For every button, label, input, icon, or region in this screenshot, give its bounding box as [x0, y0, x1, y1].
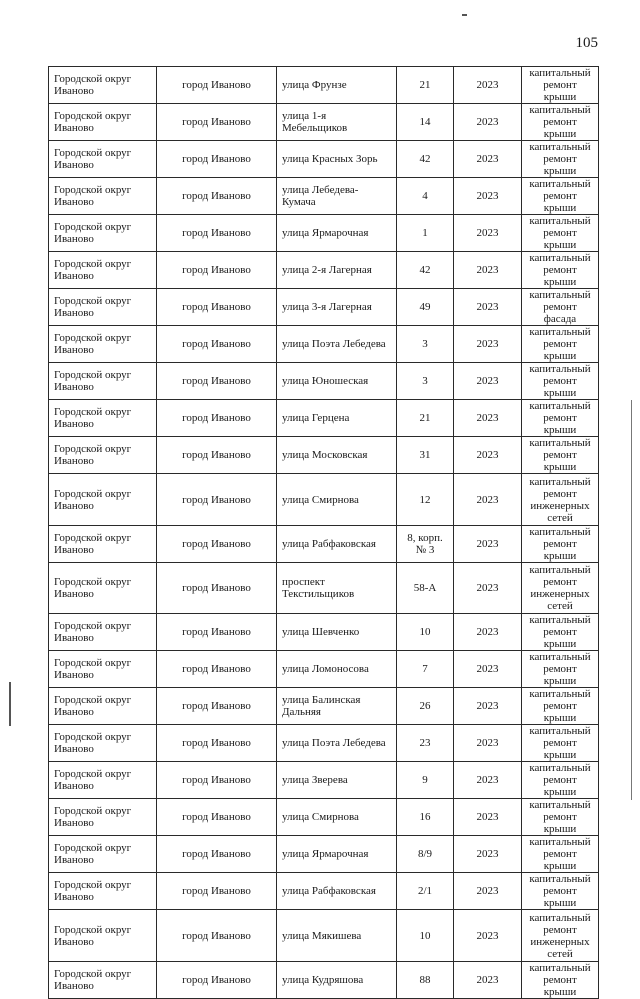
municipality-cell: Городской округ Иваново [49, 104, 157, 141]
year-cell: 2023 [454, 474, 522, 526]
year-cell: 2023 [454, 563, 522, 614]
year-cell: 2023 [454, 725, 522, 762]
municipality-cell: Городской округ Иваново [49, 437, 157, 474]
city-cell: город Иваново [157, 688, 277, 725]
year-cell: 2023 [454, 688, 522, 725]
municipality-cell: Городской округ Иваново [49, 289, 157, 326]
work-type-cell: капитальный ремонт крыши [522, 363, 599, 400]
year-cell: 2023 [454, 526, 522, 563]
work-type-cell: капитальный ремонт инженерных сетей [522, 474, 599, 526]
municipality-cell: Городской округ Иваново [49, 252, 157, 289]
house-cell: 9 [397, 762, 454, 799]
year-cell: 2023 [454, 910, 522, 962]
city-cell: город Иваново [157, 178, 277, 215]
street-cell: улица Красных Зорь [277, 141, 397, 178]
table-row [49, 474, 599, 526]
year-cell: 2023 [454, 326, 522, 363]
city-cell: город Иваново [157, 289, 277, 326]
table-row [49, 688, 599, 725]
year-cell: 2023 [454, 178, 522, 215]
table-row [49, 104, 599, 141]
table-row [49, 762, 599, 799]
table-row [49, 651, 599, 688]
year-cell: 2023 [454, 363, 522, 400]
house-cell: 16 [397, 799, 454, 836]
street-cell: улица Смирнова [277, 799, 397, 836]
year-cell: 2023 [454, 437, 522, 474]
table-row [49, 67, 599, 104]
municipality-cell: Городской округ Иваново [49, 910, 157, 962]
house-cell: 23 [397, 725, 454, 762]
city-cell: город Иваново [157, 873, 277, 910]
city-cell: город Иваново [157, 437, 277, 474]
work-type-cell: капитальный ремонт крыши [522, 104, 599, 141]
table-row [49, 910, 599, 962]
street-cell: улица Смирнова [277, 474, 397, 526]
table-body [49, 67, 599, 999]
work-type-cell: капитальный ремонт крыши [522, 215, 599, 252]
street-cell: улица Балинская Дальняя [277, 688, 397, 725]
scan-margin-line-right [631, 400, 632, 800]
city-cell: город Иваново [157, 614, 277, 651]
city-cell: город Иваново [157, 725, 277, 762]
street-cell: улица Фрунзе [277, 67, 397, 104]
house-cell: 4 [397, 178, 454, 215]
street-cell: улица Поэта Лебедева [277, 326, 397, 363]
year-cell: 2023 [454, 141, 522, 178]
work-type-cell: капитальный ремонт крыши [522, 614, 599, 651]
work-type-cell: капитальный ремонт крыши [522, 141, 599, 178]
municipality-cell: Городской округ Иваново [49, 873, 157, 910]
work-type-cell: капитальный ремонт крыши [522, 178, 599, 215]
municipality-cell: Городской округ Иваново [49, 725, 157, 762]
municipality-cell: Городской округ Иваново [49, 799, 157, 836]
street-cell: улица Мякишева [277, 910, 397, 962]
work-type-cell: капитальный ремонт инженерных сетей [522, 910, 599, 962]
house-cell: 42 [397, 141, 454, 178]
table-row [49, 363, 599, 400]
work-type-cell: капитальный ремонт инженерных сетей [522, 563, 599, 614]
city-cell: город Иваново [157, 326, 277, 363]
municipality-cell: Городской округ Иваново [49, 614, 157, 651]
table-row [49, 215, 599, 252]
table-row [49, 526, 599, 563]
year-cell: 2023 [454, 614, 522, 651]
work-type-cell: капитальный ремонт крыши [522, 252, 599, 289]
street-cell: улица Поэта Лебедева [277, 725, 397, 762]
street-cell: улица Герцена [277, 400, 397, 437]
work-type-cell: капитальный ремонт крыши [522, 651, 599, 688]
table-row [49, 614, 599, 651]
work-type-cell: капитальный ремонт крыши [522, 762, 599, 799]
city-cell: город Иваново [157, 762, 277, 799]
street-cell: улица 1-я Мебельщиков [277, 104, 397, 141]
year-cell: 2023 [454, 289, 522, 326]
table-row [49, 141, 599, 178]
table-row [49, 563, 599, 614]
city-cell: город Иваново [157, 400, 277, 437]
work-type-cell: капитальный ремонт крыши [522, 326, 599, 363]
table-row [49, 252, 599, 289]
house-cell: 2/1 [397, 873, 454, 910]
work-type-cell: капитальный ремонт крыши [522, 873, 599, 910]
city-cell: город Иваново [157, 526, 277, 563]
house-cell: 1 [397, 215, 454, 252]
year-cell: 2023 [454, 962, 522, 999]
street-cell: улица Рабфаковская [277, 873, 397, 910]
city-cell: город Иваново [157, 799, 277, 836]
year-cell: 2023 [454, 215, 522, 252]
city-cell: город Иваново [157, 104, 277, 141]
table-row [49, 178, 599, 215]
city-cell: город Иваново [157, 215, 277, 252]
work-type-cell: капитальный ремонт крыши [522, 799, 599, 836]
year-cell: 2023 [454, 762, 522, 799]
work-type-cell: капитальный ремонт крыши [522, 962, 599, 999]
street-cell: улица Кудряшова [277, 962, 397, 999]
house-cell: 7 [397, 651, 454, 688]
table-row [49, 400, 599, 437]
municipality-cell: Городской округ Иваново [49, 141, 157, 178]
work-type-cell: капитальный ремонт крыши [522, 67, 599, 104]
municipality-cell: Городской округ Иваново [49, 688, 157, 725]
city-cell: город Иваново [157, 474, 277, 526]
house-cell: 88 [397, 962, 454, 999]
repair-registry-table [48, 66, 599, 999]
table-row [49, 289, 599, 326]
house-cell: 8/9 [397, 836, 454, 873]
work-type-cell: капитальный ремонт крыши [522, 836, 599, 873]
table-row [49, 725, 599, 762]
municipality-cell: Городской округ Иваново [49, 400, 157, 437]
municipality-cell: Городской округ Иваново [49, 651, 157, 688]
street-cell: улица Шевченко [277, 614, 397, 651]
street-cell: улица 2-я Лагерная [277, 252, 397, 289]
page-number: 105 [575, 35, 598, 51]
table-row [49, 799, 599, 836]
city-cell: город Иваново [157, 651, 277, 688]
house-cell: 31 [397, 437, 454, 474]
house-cell: 3 [397, 326, 454, 363]
city-cell: город Иваново [157, 252, 277, 289]
table-row [49, 873, 599, 910]
municipality-cell: Городской округ Иваново [49, 962, 157, 999]
city-cell: город Иваново [157, 563, 277, 614]
year-cell: 2023 [454, 873, 522, 910]
scan-mark [462, 14, 467, 16]
street-cell: улица Московская [277, 437, 397, 474]
work-type-cell: капитальный ремонт крыши [522, 688, 599, 725]
table-row [49, 962, 599, 999]
house-cell: 10 [397, 910, 454, 962]
street-cell: улица Рабфаковская [277, 526, 397, 563]
house-cell: 58-А [397, 563, 454, 614]
street-cell: проспект Текстильщиков [277, 563, 397, 614]
table-row [49, 437, 599, 474]
street-cell: улица Ломоносова [277, 651, 397, 688]
year-cell: 2023 [454, 67, 522, 104]
municipality-cell: Городской округ Иваново [49, 215, 157, 252]
municipality-cell: Городской округ Иваново [49, 178, 157, 215]
municipality-cell: Городской округ Иваново [49, 563, 157, 614]
house-cell: 3 [397, 363, 454, 400]
year-cell: 2023 [454, 104, 522, 141]
city-cell: город Иваново [157, 836, 277, 873]
city-cell: город Иваново [157, 141, 277, 178]
table-row [49, 836, 599, 873]
street-cell: улица Ярмарочная [277, 836, 397, 873]
house-cell: 21 [397, 400, 454, 437]
year-cell: 2023 [454, 799, 522, 836]
house-cell: 10 [397, 614, 454, 651]
house-cell: 49 [397, 289, 454, 326]
city-cell: город Иваново [157, 67, 277, 104]
street-cell: улица 3-я Лагерная [277, 289, 397, 326]
house-cell: 14 [397, 104, 454, 141]
street-cell: улица Юношеская [277, 363, 397, 400]
scan-margin-line-left [9, 682, 11, 726]
municipality-cell: Городской округ Иваново [49, 762, 157, 799]
house-cell: 42 [397, 252, 454, 289]
house-cell: 8, корп. № 3 [397, 526, 454, 563]
street-cell: улица Зверева [277, 762, 397, 799]
work-type-cell: капитальный ремонт фасада [522, 289, 599, 326]
municipality-cell: Городской округ Иваново [49, 363, 157, 400]
work-type-cell: капитальный ремонт крыши [522, 437, 599, 474]
year-cell: 2023 [454, 400, 522, 437]
house-cell: 12 [397, 474, 454, 526]
work-type-cell: капитальный ремонт крыши [522, 526, 599, 563]
city-cell: город Иваново [157, 910, 277, 962]
street-cell: улица Ярмарочная [277, 215, 397, 252]
work-type-cell: капитальный ремонт крыши [522, 400, 599, 437]
house-cell: 21 [397, 67, 454, 104]
municipality-cell: Городской округ Иваново [49, 67, 157, 104]
city-cell: город Иваново [157, 962, 277, 999]
municipality-cell: Городской округ Иваново [49, 526, 157, 563]
year-cell: 2023 [454, 651, 522, 688]
year-cell: 2023 [454, 252, 522, 289]
street-cell: улица Лебедева-Кумача [277, 178, 397, 215]
municipality-cell: Городской округ Иваново [49, 474, 157, 526]
work-type-cell: капитальный ремонт крыши [522, 725, 599, 762]
year-cell: 2023 [454, 836, 522, 873]
municipality-cell: Городской округ Иваново [49, 836, 157, 873]
house-cell: 26 [397, 688, 454, 725]
table-row [49, 326, 599, 363]
city-cell: город Иваново [157, 363, 277, 400]
municipality-cell: Городской округ Иваново [49, 326, 157, 363]
